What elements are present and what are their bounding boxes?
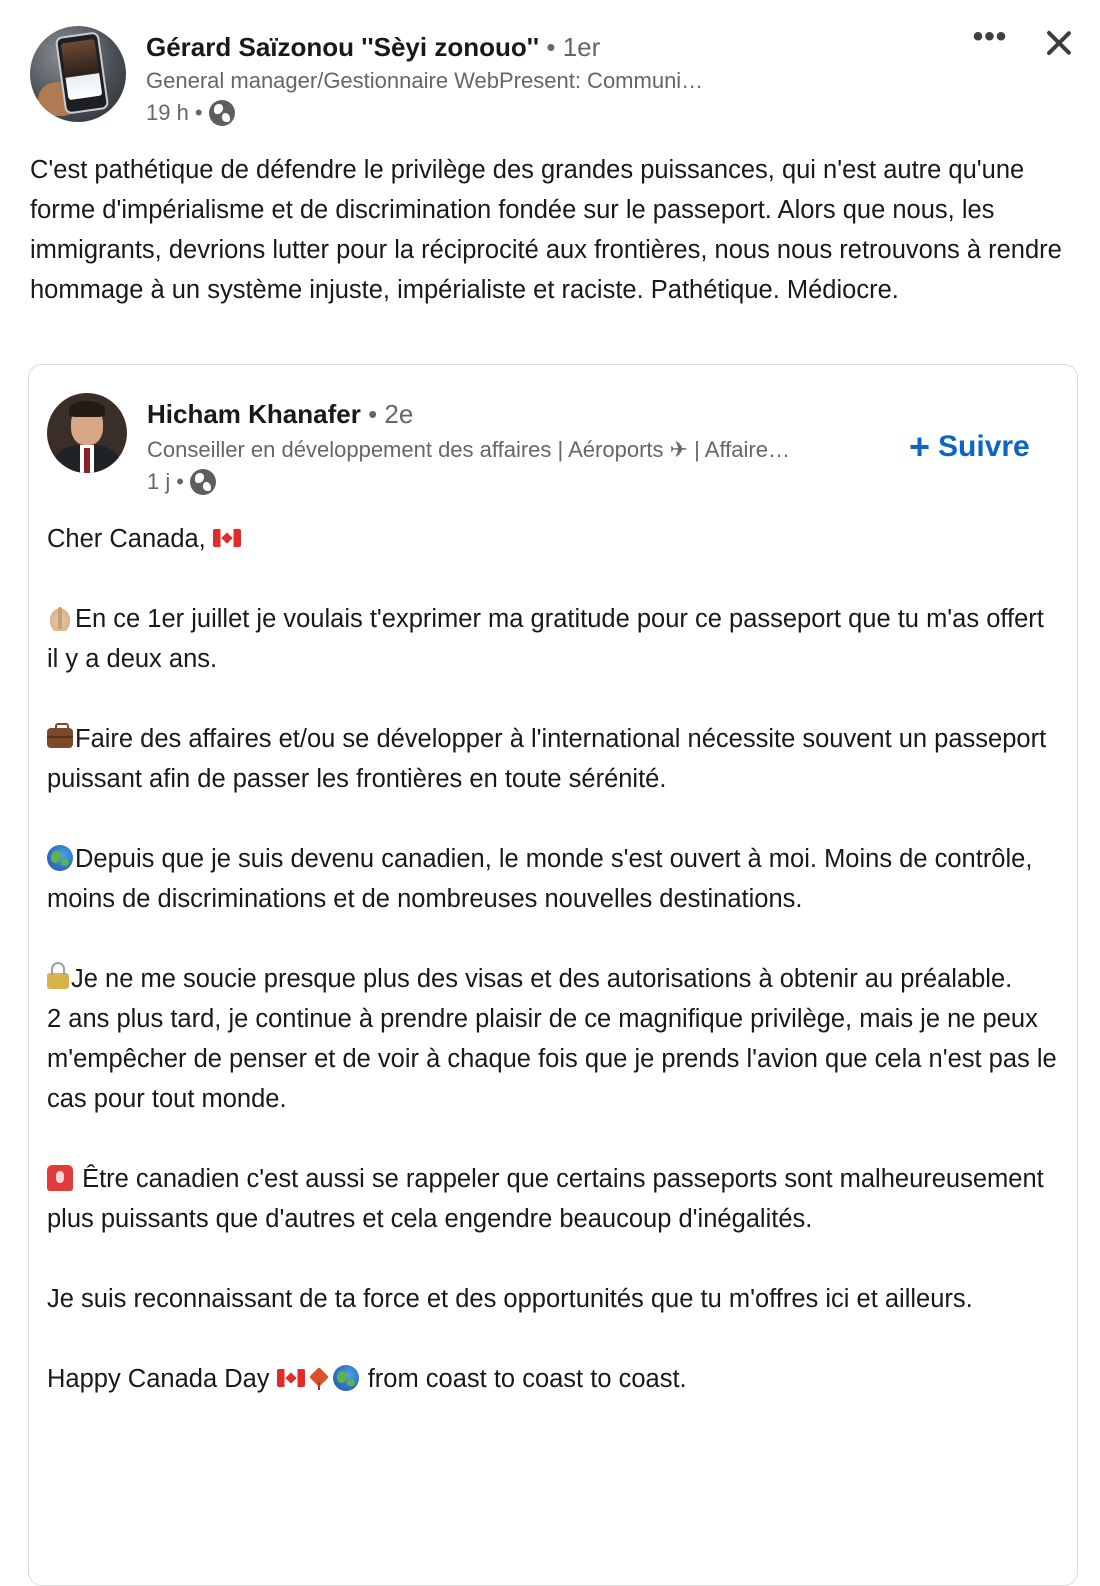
reshare-author-line xyxy=(147,397,413,431)
follow-label: Suivre xyxy=(938,430,1030,463)
canada-flag-icon xyxy=(213,529,241,547)
lock-icon xyxy=(47,973,69,989)
more-icon[interactable]: ••• xyxy=(972,20,1008,53)
reshare-connection-degree: • 2e xyxy=(368,399,414,429)
globe-icon xyxy=(190,469,216,495)
globe-emoji-icon xyxy=(47,845,73,871)
follow-button[interactable] xyxy=(909,427,1030,467)
avatar-phone xyxy=(55,31,109,114)
paragraph: Faire des affaires et/ou se développer à l'international nécessite souvent un passeport puissant afin de passer les frontières en toute sérénité. xyxy=(47,725,1047,793)
reshare-author-headline: Conseiller en développement des affaires | Aéroports ✈ | Affaire… xyxy=(147,437,790,462)
paragraph: Je suis reconnaissant de ta force et des opportunités que tu m'offres ici et ailleurs. xyxy=(47,1285,973,1313)
post-header xyxy=(30,20,1070,126)
author-headline: General manager/Gestionnaire WebPresent: Communi… xyxy=(146,68,704,93)
meta-separator: • xyxy=(194,100,203,125)
reshare-time: 1 j xyxy=(147,469,171,494)
meta-separator: • xyxy=(176,469,184,494)
reshare-body xyxy=(47,519,1057,1439)
briefcase-icon xyxy=(47,728,73,748)
post-time: 19 h xyxy=(146,100,189,125)
author-avatar[interactable] xyxy=(30,26,126,122)
siren-icon xyxy=(47,1165,73,1191)
post-meta xyxy=(146,98,235,128)
connection-degree: • 1er xyxy=(546,32,601,62)
author-line xyxy=(146,30,600,64)
globe-emoji-icon xyxy=(333,1365,359,1391)
paragraph: En ce 1er juillet je voulais t'exprimer ma gratitude pour ce passeport que tu m'as offert il y a deux ans. xyxy=(47,605,1044,673)
paragraph: Depuis que je suis devenu canadien, le monde s'est ouvert à moi. Moins de contrôle, moins de discriminations et de nombreuses nouvelles destinations. xyxy=(47,845,1033,913)
reshare-author-avatar[interactable] xyxy=(47,393,127,473)
reshare-header xyxy=(47,393,1057,493)
post-commentary: C'est pathétique de défendre le privilège des grandes puissances, qui n'est autre qu'une forme d'impérialisme et de discrimination fondée sur le passeport. Alors que nous, les immigrants, devrions lutter pour la réciprocité aux frontières, nous nous retrouvons à rendre hommage à un système injuste, impérialiste et raciste. Pathétique. Médiocre. xyxy=(30,156,1062,304)
close-icon[interactable] xyxy=(1042,26,1076,60)
reshare-author-name[interactable]: Hicham Khanafer xyxy=(147,399,361,429)
paragraph: Être canadien c'est aussi se rappeler que certains passeports sont malheureusement plus puissants que d'autres et cela engendre beaucoup d'inégalités. xyxy=(47,1165,1044,1233)
paragraph: Happy Canada Day from coast to coast to coast. xyxy=(47,1365,687,1393)
reshare-meta xyxy=(147,467,216,497)
paragraph: Je ne me soucie presque plus des visas et des autorisations à obtenir au préalable. xyxy=(47,959,1057,999)
paragraph: 2 ans plus tard, je continue à prendre plaisir de ce magnifique privilège, mais je ne peux m'empêcher de penser et de voir à chaque fois que je prends l'avion que cela n'est pas le cas pour tout monde. xyxy=(47,1005,1057,1113)
globe-icon xyxy=(209,100,235,126)
paragraph: Cher Canada, xyxy=(47,519,1057,559)
plus-icon: + xyxy=(909,426,931,467)
maple-leaf-icon xyxy=(307,1367,331,1391)
canada-flag-icon xyxy=(277,1369,305,1387)
author-name[interactable]: Gérard Saïzonou ''Sèyi zonouo'' xyxy=(146,32,540,62)
reshared-post[interactable] xyxy=(28,364,1078,1586)
praying-hands-icon xyxy=(47,605,73,631)
